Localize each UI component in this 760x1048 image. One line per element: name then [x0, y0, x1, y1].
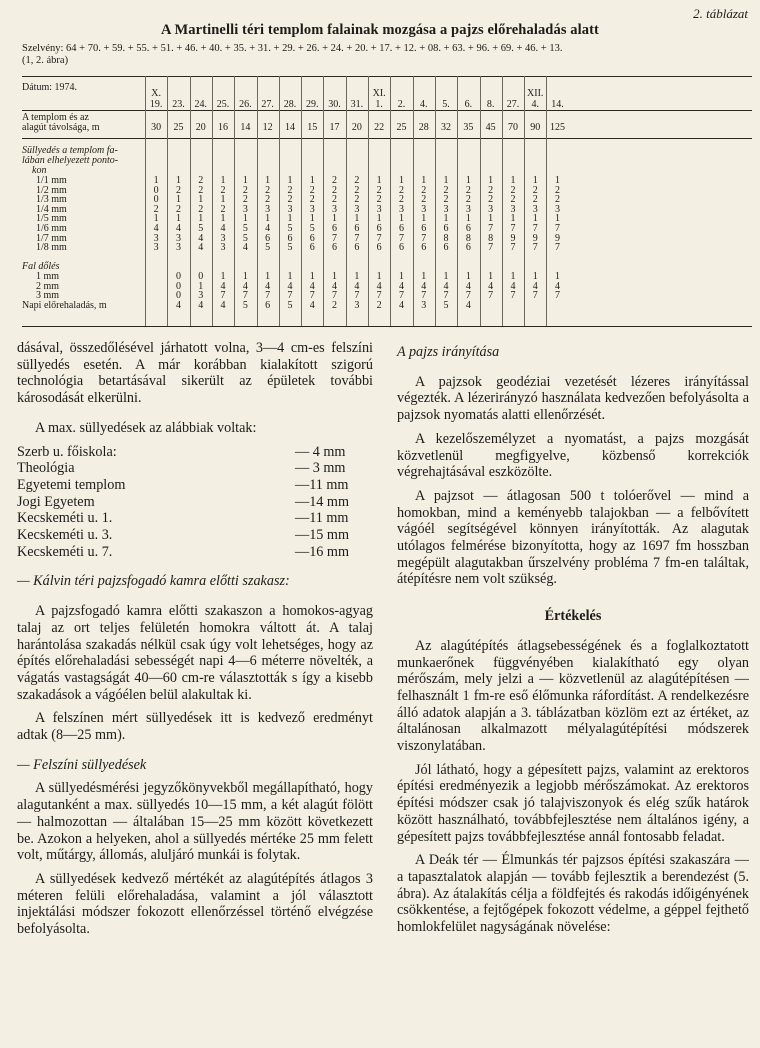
- day-label: 19.: [149, 99, 163, 110]
- wall-tilt-cells: 1 4 7 2: [332, 271, 338, 311]
- settlement-cells: 1 2 2 3 1 5 5 4: [242, 175, 248, 254]
- month-label: XI.: [372, 88, 386, 99]
- distance-cell: 45: [485, 122, 496, 133]
- distance-cell: 20: [351, 122, 362, 133]
- napi-label: Napi előrehaladás, m: [22, 299, 107, 311]
- settlement-cells: 1 2 1 2 1 4 3 3: [175, 175, 181, 254]
- settlement-row: [17, 510, 373, 527]
- section-heading: — Felszíni süllyedések: [17, 756, 147, 773]
- month-label: XII.: [527, 88, 544, 99]
- date-column-header: [257, 80, 279, 110]
- settlement-cells: 1 2 2 3 1 4 6 5: [265, 175, 271, 254]
- distance-cell: 90: [530, 122, 541, 133]
- settle-heading-3: kon: [32, 165, 47, 176]
- date-column-header: [480, 80, 502, 110]
- distance-cell: 35: [463, 122, 474, 133]
- settle-label: 1/6 mm: [36, 223, 67, 234]
- settlement-cells: 2 2 2 3 1 6 7 6: [332, 175, 338, 254]
- settlement-value: —15 mm: [295, 527, 349, 544]
- paragraph: A pajzsfogadó kamra előtti szakaszon a homokos-agyag talaj az ort teljes felületén homokra váltott át. A talaj harántolása szakadás nélkül csak úgy volt lehetséges, hogy az építés előrehaladási sebességét napi 4—6 méterre növelték, a vágatás vastagságát 40—60 cm-re választották s így a kisebb szakadások a vágóélen belül alakultak ki.: [17, 603, 373, 703]
- paragraph: A süllyedésmérési jegyzőkönyvekből megállapítható, hogy alagutanként a max. süllyedés 10—15 mm, a két alagút fölött — halmozottan — általában 15—25 mm között következett be. Azokon a helyeken, ahol a süllyedés mértéke 25 mm felett volt, műtárgy, állomás, aluljáró munkái is folytak.: [17, 780, 373, 864]
- settlement-row: [17, 527, 373, 544]
- settlement-row: [17, 544, 373, 561]
- month-label: X.: [151, 88, 162, 99]
- building-name: Egyetemi templom: [17, 476, 126, 493]
- wall-tilt-cells: 1 4 7 4: [465, 271, 471, 311]
- settlement-value: —11 mm: [295, 476, 349, 493]
- paragraph: A pajzsok geodéziai vezetését lézeres irányítással végezték. A lézerirányzó használata kedvezően befolyásolta a pajzsok nyomatás alatti ellenőrzését.: [397, 373, 749, 424]
- building-name: Theológia: [17, 460, 75, 477]
- distance-cell: 25: [173, 122, 184, 133]
- settlement-value: —11 mm: [295, 510, 349, 527]
- settlement-cells: 1 2 2 3 1 6 7 6: [398, 175, 404, 254]
- date-column-header: [190, 80, 212, 110]
- table-top-rule: [22, 76, 752, 77]
- settlement-cells: 1 0 0 2 1 4 3 3: [153, 175, 159, 254]
- date-column-header: [524, 80, 546, 110]
- wall-tilt-cells: 1 4 7 6: [265, 271, 271, 311]
- day-label: 8.: [486, 99, 495, 110]
- distance-label-1: A templom és az: [22, 112, 89, 123]
- date-column-header: [413, 80, 435, 110]
- distance-cell: 70: [507, 122, 518, 133]
- settle-label: 1/8 mm: [36, 242, 67, 254]
- paragraph: Az alagútépítés átlagsebességének és a foglalkoztatott munkaerőnek függvényében kialakítható egy olyan mérőszám, mely jelzi a — közvetlenül az alagútépítésen — felhasznált 1 fm-re eső élőmunka ráfordítást. A rendelkezésre álló adatok alapján a 3. táblázatban közlöm ezt az értéket, az általánosan alkalmazott mélyalagútépítési módszerek viszonylatában.: [397, 637, 749, 755]
- date-column-header: [323, 80, 345, 110]
- settlement-cells: 1 2 2 3 1 6 8 6: [465, 175, 471, 254]
- settlement-cells: 1 2 2 3 1 5 6 5: [287, 175, 293, 254]
- table-title: A Martinelli téri templom falainak mozgása a pajzs előrehaladás alatt: [161, 22, 599, 38]
- day-label: 1.: [375, 99, 383, 110]
- settlement-cells: 2 2 1 2 1 5 4 4: [198, 175, 204, 254]
- settle-heading-2: lában elhelyezett ponto-: [22, 155, 119, 166]
- paragraph: A süllyedések kedvező mértékét az alagútépítés átlagos 3 méteren felüli előrehaladása, valamint a jól választott injektálási módszer fokozott ellenőrzéssel történő elvégzése befolyásolta.: [17, 870, 373, 938]
- distance-cell: 15: [307, 122, 318, 133]
- distance-cell: 28: [418, 122, 429, 133]
- paragraph: A pajzsot — átlagosan 500 t tolóerővel — mind a homokban, mind a keményebb talajokban — a felbővített vágóél segítségével könnyen irányították. Az alagutak utólagos felmérése bizonyította, hogy az 1697 fm hosszban megépült alagutakban űrszelvény probléma 7 fm-en találtak, átépítésre nem volt szükség.: [397, 487, 749, 588]
- building-name: Szerb u. főiskola:: [17, 443, 117, 460]
- distance-cell: 12: [262, 122, 273, 133]
- section-heading: Értékelés: [544, 608, 602, 625]
- paragraph: A max. süllyedések az alábbiak voltak:: [35, 419, 257, 436]
- wall-tilt-cells: [145, 272, 167, 301]
- section-heading: A pajzs irányítása: [397, 344, 500, 360]
- right-column: [397, 340, 749, 936]
- settlement-cells: 1 2 2 3 1 7 8 7: [488, 175, 494, 254]
- day-label: 27.: [261, 99, 274, 110]
- day-label: 6.: [464, 99, 473, 110]
- building-name: Jogi Egyetem: [17, 493, 95, 510]
- date-column-header: [435, 80, 457, 110]
- paragraph: Jól látható, hogy a gépesített pajzs, valamint az erektoros építési eredményezik a legjobb mérőszámokat. Az erektoros építési módszer csak jó talajviszonyok és elég szűk határok között használható, továbbfejlesztése nem általános igény, a gépesített pajzs továbbfejlesztése annál fontosabb feladat.: [397, 761, 749, 845]
- day-label: 4.: [531, 99, 539, 110]
- day-label: 5.: [442, 99, 450, 110]
- settlement-cells: 1 2 2 3 1 7 9 7: [555, 175, 561, 254]
- wall-tilt-cells: 1 4 7: [555, 271, 561, 302]
- distance-cell: 22: [374, 122, 385, 133]
- day-label: 29.: [305, 99, 319, 110]
- datum-label: Dátum: 1974.: [22, 82, 77, 93]
- settlement-cells: 1 2 2 3 1 6 7 6: [376, 175, 382, 254]
- wall-label: 1 mm: [36, 271, 60, 282]
- wall-tilt-cells: 1 4 7: [532, 271, 538, 302]
- date-column-header: [346, 80, 368, 110]
- settlement-cells: 1 2 2 3 1 6 7 6: [421, 175, 427, 254]
- distance-cell: 14: [240, 122, 251, 133]
- day-label: 14.: [551, 99, 564, 110]
- wall-tilt-cells: 1 4 7 3: [421, 271, 427, 311]
- wall-tilt-cells: 0 1 3 4: [198, 271, 204, 311]
- date-column-header: [457, 80, 479, 110]
- day-label: 25.: [216, 99, 230, 110]
- wall-tilt-cells: 1 4 7 3: [354, 271, 360, 311]
- left-column: [17, 340, 373, 938]
- settlement-row: [17, 477, 373, 494]
- wall-tilt-cells: 1 4 7 4: [220, 271, 226, 311]
- day-label: 23.: [172, 99, 185, 110]
- szelveny-figure-ref: (1, 2. ábra): [22, 55, 69, 66]
- settle-label: 1/5 mm: [36, 213, 67, 225]
- distance-cell: 125: [550, 122, 566, 133]
- date-column-header: [145, 80, 167, 110]
- settle-heading-1: Süllyedés a templom fa-: [22, 145, 118, 156]
- settlement-value: —14 mm: [295, 493, 349, 510]
- settle-label: 1/3 mm: [36, 194, 67, 206]
- distance-cell: 25: [396, 122, 407, 133]
- wall-tilt-cells: 1 4 7 5: [242, 271, 248, 311]
- wall-tilt-cells: 1 4 7: [488, 271, 494, 302]
- date-column-header: [502, 80, 524, 110]
- szelveny-values: Szelvény: 64 + 70. + 59. + 55. + 51. + 46. + 40. + 35. + 31. + 29. + 26. + 24. + 20. + 17. + 12. + 08. + 63. + 96. + 69. + 46. + 13.: [22, 43, 563, 54]
- date-column-header: [167, 80, 189, 110]
- wall-heading: Fal dőlés: [22, 261, 60, 272]
- distance-cell: 20: [195, 122, 206, 133]
- paragraph: A felszínen mért süllyedések itt is kedvező eredményt adtak (8—25 mm).: [17, 710, 373, 744]
- settlement-cells: 1 2 2 3 1 7 9 7: [532, 175, 538, 254]
- paragraph: A kezelőszemélyzet a nyomatást, a pajzs mozgását közvetlenül megfigyelve, közbenső korrekciók végrehajtásával eszközölte.: [397, 430, 749, 481]
- building-name: Kecskeméti u. 1.: [17, 510, 113, 527]
- wall-tilt-cells: 0 0 0 4: [175, 271, 181, 311]
- table-distance-rule: [22, 138, 752, 139]
- distance-cell: 17: [329, 122, 340, 133]
- settlement-row: [17, 444, 373, 461]
- table-bottom-rule: [22, 326, 752, 327]
- wall-tilt-cells: 1 4 7 5: [443, 271, 449, 311]
- table-number: 2. táblázat: [693, 6, 748, 21]
- building-name: Kecskeméti u. 3.: [17, 527, 113, 544]
- wall-tilt-cells: 1 4 7 4: [398, 271, 404, 311]
- paragraph: dásával, összedőlésével járhatott volna, 3—4 cm-es felszíni süllyedés esetén. A már korábban kialakított szigorú technológia betartásával sikerült az épületek további károsodását elkerülni.: [17, 340, 373, 407]
- wall-label: 2 mm: [36, 280, 60, 292]
- table-header-rule: [22, 110, 752, 111]
- date-column-header: [390, 80, 412, 110]
- wall-tilt-cells: 1 4 7 2: [376, 271, 382, 311]
- settlement-value: — 3 mm: [295, 460, 346, 477]
- distance-cell: 14: [284, 122, 295, 133]
- day-label: 24.: [194, 99, 207, 110]
- distance-cell: 32: [441, 122, 452, 133]
- section-heading: — Kálvin téri pajzsfogadó kamra előtti szakasz:: [17, 573, 290, 590]
- settle-label: 1/7 mm: [36, 232, 67, 244]
- settlement-cells: 1 2 1 2 1 4 3 3: [220, 175, 226, 254]
- paragraph: A Deák tér — Élmunkás tér pajzsos építési szakaszára — a tapasztalatok alapján — tovább fejlesztik a berendezést (5. ábra). Az átalakítás célja a földfejtés és rakodás időigényének csökkentése, a fejtőgépek fokozott védelme, a géppel fejthető homlokfelület nagyságának növelése:: [397, 852, 749, 936]
- date-column-header: [546, 80, 568, 110]
- building-name: Kecskeméti u. 7.: [17, 543, 113, 560]
- settlement-row: [17, 460, 373, 477]
- date-column-header: [301, 80, 323, 110]
- settlement-cells: 1 2 2 3 1 6 8 6: [443, 175, 449, 254]
- settlement-row: [17, 494, 373, 511]
- settlement-cells: 1 2 2 3 1 5 6 6: [309, 175, 315, 254]
- date-column-header: [234, 80, 256, 110]
- wall-tilt-cells: 1 4 7 5: [287, 271, 293, 311]
- day-label: 2.: [397, 99, 406, 110]
- settlement-cells: 2 2 2 3 1 6 7 6: [354, 175, 360, 254]
- date-column-header: [279, 80, 301, 110]
- settle-label: 1/4 mm: [36, 203, 67, 215]
- day-label: 30.: [328, 99, 341, 110]
- date-column-header: [368, 80, 390, 110]
- date-column-header: [212, 80, 234, 110]
- settle-label: 1/1 mm: [36, 175, 67, 186]
- wall-tilt-cells: 1 4 7 4: [309, 271, 315, 311]
- wall-tilt-cells: 1 4 7: [510, 271, 516, 302]
- day-label: 28.: [283, 99, 297, 110]
- settlement-value: — 4 mm: [295, 443, 346, 460]
- day-label: 31.: [350, 99, 364, 110]
- distance-cell: 30: [151, 122, 162, 133]
- day-label: 27.: [506, 99, 520, 110]
- day-label: 26.: [239, 99, 252, 110]
- settlement-value: —16 mm: [295, 543, 349, 560]
- day-label: 4.: [419, 99, 428, 110]
- wall-label: 3 mm: [36, 290, 60, 302]
- settle-label: 1/2 mm: [36, 184, 67, 196]
- szelveny-line: [22, 43, 562, 67]
- distance-cell: 16: [218, 122, 229, 133]
- settlement-cells: 1 2 2 3 1 7 9 7: [510, 175, 516, 254]
- distance-label-2: alagút távolsága, m: [22, 122, 100, 133]
